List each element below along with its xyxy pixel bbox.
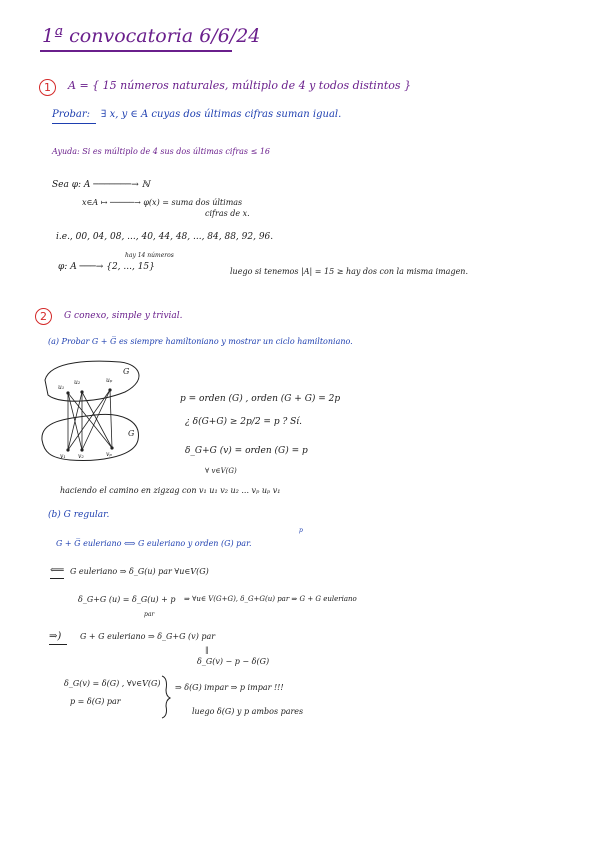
degree-quantifier: ∀ v∈V(G) [205, 467, 237, 475]
right-implication-arrow: ⇒) [49, 631, 62, 642]
degree-sum-line: δ_G+G (u) = δ_G(u) + p [78, 595, 176, 604]
graph-label-g-top: G [123, 367, 130, 376]
page-title: 1ª convocatoria 6/6/24 [42, 25, 261, 47]
vertex-up: uₚ [106, 377, 113, 384]
part-b-statement: (b) G regular. [48, 510, 110, 520]
codomain-map: φ: A ───→ {2, ..., 15} [58, 262, 155, 272]
graph-label-g-bottom: G [128, 429, 135, 438]
final-conclusion: luego δ(G) y p ambos pares [192, 707, 304, 716]
vertex-u2: u₂ [74, 379, 81, 386]
problem-2-statement: G conexo, simple y trivial. [64, 311, 183, 321]
problem-1-statement: A = { 15 números naturales, múltiplo de 4 y todos distintos } [68, 79, 412, 92]
vertex-v1: v₁ [60, 453, 66, 460]
right-implication-text: G + G euleriano ⇒ δ_G+G (v) par [80, 632, 216, 641]
problem-2-number: 2 [35, 308, 52, 325]
dirac-condition: ¿ δ(G+G) ≥ 2p/2 = p ? Sí. [185, 417, 303, 427]
left-implication-text: G euleriano ⇒ δ_G(u) par ∀u∈V(G) [70, 567, 209, 576]
degree-equation: δ_G+G (v) = orden (G) = p [185, 446, 308, 456]
vertex-vp: vₚ [106, 451, 112, 458]
problem-1-number: 1 [39, 79, 56, 96]
degree-sum-conclusion: ⇒ ∀u∈ V(G+G), δ_G+G(u) par ⇒ G + G euleriano [184, 595, 357, 603]
vertex-v2: v₂ [78, 453, 84, 460]
codomain-note: hay 14 números [125, 252, 174, 259]
prove-label: Probar: [52, 109, 91, 120]
par-note: par [144, 611, 155, 618]
degree-difference: δ_G(v) − p − δ(G) [197, 657, 270, 666]
map-definition-3: cifras de x. [205, 209, 250, 218]
map-definition-2: x∈A ↦ ─────→ φ(x) = suma dos últimas [82, 198, 243, 207]
left-implication-arrow: ⟸ [50, 565, 65, 576]
hamiltonian-cycle: haciendo el camino en zigzag con v₁ u₁ v₂ u₂ ... vₚ uₚ v₁ [60, 486, 281, 495]
order-p-note: p [299, 527, 303, 534]
regular-degree-line: δ_G(v) = δ(G) , ∀v∈V(G) [64, 679, 161, 688]
equals-sign: ‖ [205, 646, 209, 654]
prove-text: ∃ x, y ∈ A cuyas dos últimas cifras suman igual. [101, 109, 342, 120]
example-values: i.e., 00, 04, 08, ..., 40, 44, 48, ..., 84, 88, 92, 96. [56, 232, 274, 242]
contradiction-line: ⇒ δ(G) impar ⇒ p impar !!! [175, 683, 284, 692]
map-definition-1: Sea φ: A ───────→ ℕ [52, 180, 150, 190]
hint-text: Ayuda: Si es múltiplo de 4 sus dos últimas cifras ≤ 16 [52, 147, 271, 156]
part-b-equivalence: G + G̅ euleriano ⟺ G euleriano y orden (G) par. [56, 539, 252, 548]
pigeonhole-conclusion: luego si tenemos |A| = 15 ≥ hay dos con la misma imagen. [230, 267, 468, 276]
part-a-statement: (a) Probar G + G̅ es siempre hamiltoniano y mostrar un ciclo hamiltoniano. [48, 337, 353, 346]
order-equation: p = orden (G) , orden (G + G) = 2p [180, 394, 341, 404]
vertex-u1: u₁ [58, 384, 65, 391]
p-equals-degree: p = δ(G) par [70, 697, 121, 706]
